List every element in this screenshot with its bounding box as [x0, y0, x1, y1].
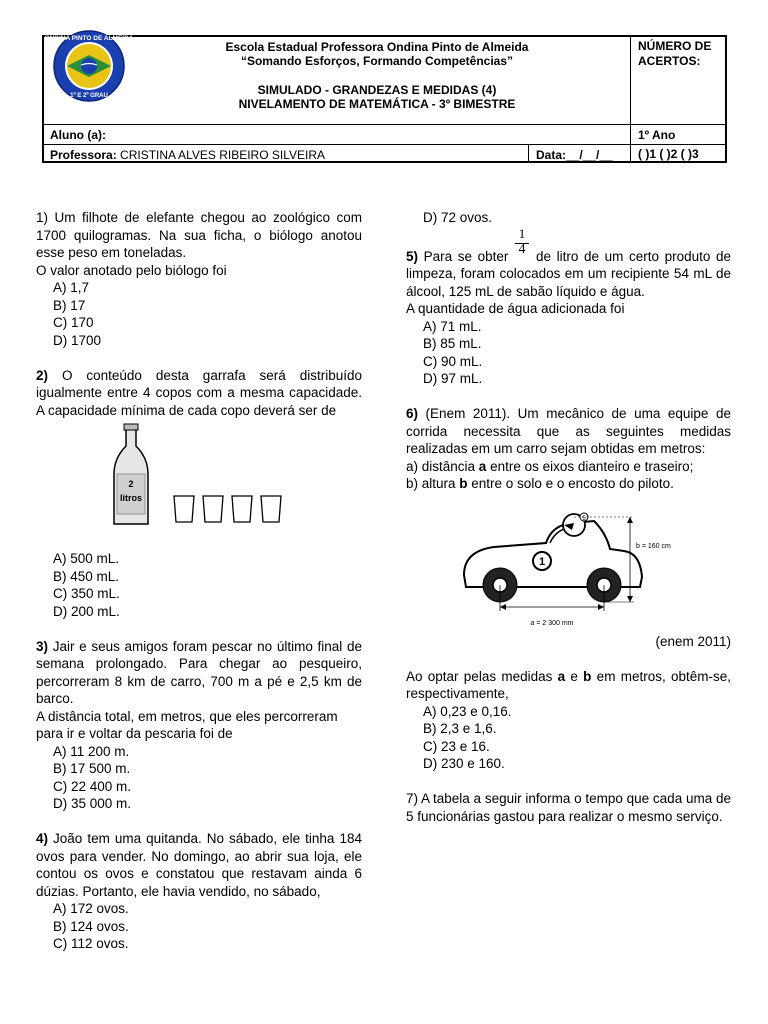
q5-pre: Para se obter — [418, 248, 509, 264]
q6-option: C) 23 e 16. — [423, 738, 490, 754]
spacer — [36, 534, 362, 550]
q2-option: B) 450 mL. — [53, 568, 120, 584]
header-divider — [630, 37, 631, 161]
q6-b-pre: b) altura — [406, 476, 460, 491]
q4-option: C) 112 ovos. — [53, 936, 129, 951]
question-4 — [36, 830, 362, 953]
student-label: Aluno (a): — [50, 128, 106, 142]
q5-stem — [406, 248, 731, 301]
q6-a-pre: a) distância — [406, 458, 479, 474]
q4-stem-text: João tem uma quitanda. No sábado, ele tinha 184 ovos para vender. No domingo, ao abrir sua loja, ele contou os ovos e constatou que restavam ainda 6 dúzias. Portanto, ele havia vendido, no sábado, — [36, 831, 362, 899]
q6-item-b — [406, 475, 731, 493]
q6-q-post: em metros, obtêm-se, respectivamente, — [406, 668, 731, 701]
car-number: 1 — [538, 555, 546, 568]
q5-number: 5) — [406, 248, 419, 264]
dimension-a-arrow-right — [598, 604, 604, 610]
q5-option: D) 97 mL. — [423, 371, 483, 386]
q5-option: C) 90 mL. — [423, 353, 483, 369]
q7-stem: 7) A tabela a seguir informa o tempo que cada uma de 5 funcionárias gastou para realizar o mesmo serviço. — [406, 791, 731, 824]
bottle-label-1: 2 — [128, 479, 134, 489]
q4-number: 4) — [36, 831, 49, 846]
header-row-line-2 — [44, 144, 725, 145]
q1-stem: 1) Um filhote de elefante chegou ao zoológico com 1700 quilogramas. Na sua ficha, o biólogo anotou esse peso em toneladas. — [36, 210, 362, 260]
q6-a-bold: a — [478, 458, 487, 474]
q3-stem-2: A distância total, em metros, que eles percorreram para ir e voltar da pescaria foi de — [36, 708, 338, 741]
spacer — [36, 349, 362, 367]
question-2 — [36, 367, 362, 621]
spacer — [406, 650, 731, 668]
school-motto: “Somando Esforços, Formando Competências” — [240, 54, 514, 68]
question-3 — [36, 638, 362, 813]
q2-option: A) 500 mL. — [53, 551, 120, 566]
q1-option: A) 1,7 — [53, 280, 90, 295]
school-name: Escola Estadual Professora Ondina Pinto de Almeida — [225, 40, 529, 54]
q6-item-a — [406, 458, 731, 476]
header-row-line-1 — [44, 124, 725, 125]
logo-text-top: ONDINA PINTO DE ALMEIDA — [44, 35, 134, 42]
teacher-name: CRISTINA ALVES RIBEIRO SILVEIRA — [120, 148, 326, 162]
spacer — [36, 813, 362, 831]
q1-option: D) 1700 — [53, 332, 102, 348]
bottle-cups-figure — [106, 424, 356, 534]
q6-b-post: entre o solo e o encosto do piloto. — [467, 476, 674, 491]
q2-option: C) 350 mL. — [53, 586, 120, 601]
q2-number: 2) — [36, 367, 49, 383]
q6-q-pre: Ao optar pelas medidas — [406, 668, 558, 684]
teacher-field — [50, 148, 325, 162]
q3-option: C) 22 400 m. — [53, 778, 132, 794]
cup-1 — [174, 496, 194, 522]
q4-stem — [36, 830, 362, 900]
q6-stem-text: (Enem 2011). Um mecânico de uma equipe de corrida necessita que as seguintes medidas realizadas em um carro sejam obtidas em metros: — [406, 406, 731, 456]
q6-question — [406, 668, 731, 703]
q6-number: 6) — [406, 406, 419, 421]
q1-option: C) 170 — [53, 315, 94, 330]
q5-post: de litro de um certo produto de limpeza, foram colocados em um recipiente 54 mL de álcool, 125 mL de sabão líquido e água. — [406, 248, 732, 299]
fraction-denominator: 4 — [518, 241, 526, 257]
q5-option: B) 85 mL. — [423, 336, 482, 351]
dimension-b-label: b = 160 cm — [636, 542, 671, 550]
race-car-figure — [454, 503, 734, 633]
q5-option: A) 71 mL. — [423, 318, 482, 334]
q3-option: D) 35 000 m. — [53, 796, 132, 811]
q6-a-post: entre os eixos dianteiro e traseiro; — [486, 458, 694, 474]
q6-option: B) 2,3 e 1,6. — [423, 721, 497, 736]
class-options: ( )1 ( )2 ( )3 — [638, 147, 699, 161]
q4-option: B) 124 ovos. — [53, 918, 129, 934]
q6-q-mid: e — [565, 668, 584, 684]
exam-header — [42, 35, 727, 163]
dimension-b-arrow-top — [627, 517, 633, 523]
helmet-number: 5 — [582, 515, 586, 522]
q2-option: D) 200 mL. — [53, 603, 120, 619]
q4-option: A) 172 ovos. — [53, 901, 129, 916]
bottle-label-2: litros — [119, 493, 143, 503]
question-7 — [406, 790, 731, 825]
q2-stem — [36, 367, 362, 420]
left-column — [36, 209, 362, 953]
spacer — [406, 388, 731, 406]
right-column — [406, 209, 731, 825]
cup-4 — [261, 496, 281, 522]
q3-stem-text: Jair e seus amigos foram pescar no último final de semana prolongado. Para chegar ao pesqueiro, percorreram 8 km de carro, 700 m a pé e 2,5 km de barco. — [36, 638, 362, 706]
grade-label: 1º Ano — [638, 128, 676, 142]
q1-stem-2: O valor anotado pelo biólogo foi — [36, 262, 227, 278]
question-5 — [406, 225, 732, 388]
q1-option: B) 17 — [53, 297, 86, 313]
fraction-numerator: 1 — [518, 225, 526, 241]
date-field: Data:__/__/__ — [536, 148, 613, 162]
bottle-cap — [124, 424, 138, 430]
q6-option: A) 0,23 e 0,16. — [423, 703, 512, 719]
q5-stem-2: A quantidade de água adicionada foi — [406, 301, 625, 316]
school-logo — [44, 29, 134, 103]
q3-option: A) 11 200 m. — [53, 743, 130, 759]
cup-3 — [232, 496, 252, 522]
dimension-a-arrow-left — [500, 604, 506, 610]
spacer — [406, 773, 731, 791]
q3-option: B) 17 500 m. — [53, 761, 131, 776]
logo-text-bottom: 1º E 2º GRAU — [70, 93, 108, 99]
date-divider — [528, 144, 529, 161]
score-label-1: NÚMERO DE — [638, 39, 712, 53]
spacer — [36, 620, 362, 638]
q6-source: (enem 2011) — [655, 633, 731, 649]
dimension-b-arrow-bottom — [627, 596, 633, 602]
q6-stem — [406, 405, 731, 458]
dimension-a-label: a = 2 300 mm — [530, 619, 574, 627]
q6-option: D) 230 e 160. — [423, 756, 505, 771]
exam-title: SIMULADO - GRANDEZAS E MEDIDAS (4) — [257, 83, 497, 97]
exam-subtitle: NIVELAMENTO DE MATEMÁTICA - 3º BIMESTRE — [238, 97, 516, 111]
cup-2 — [203, 496, 223, 522]
teacher-label: Professora: — [50, 148, 117, 162]
q6-b-bold: b — [459, 476, 468, 491]
question-6 — [406, 405, 731, 773]
q6-q-b: b — [583, 668, 592, 684]
q4-option: D) 72 ovos. — [423, 210, 493, 225]
q3-number: 3) — [36, 638, 49, 654]
score-label-2: ACERTOS: — [638, 54, 701, 68]
q6-q-a: a — [557, 668, 566, 684]
question-1 — [36, 209, 362, 349]
q2-stem-text: O conteúdo desta garrafa será distribuído igualmente entre 4 copos com a mesma capacidade. A capacidade mínima de cada copo deverá ser de — [36, 367, 362, 418]
q3-stem — [36, 638, 362, 708]
